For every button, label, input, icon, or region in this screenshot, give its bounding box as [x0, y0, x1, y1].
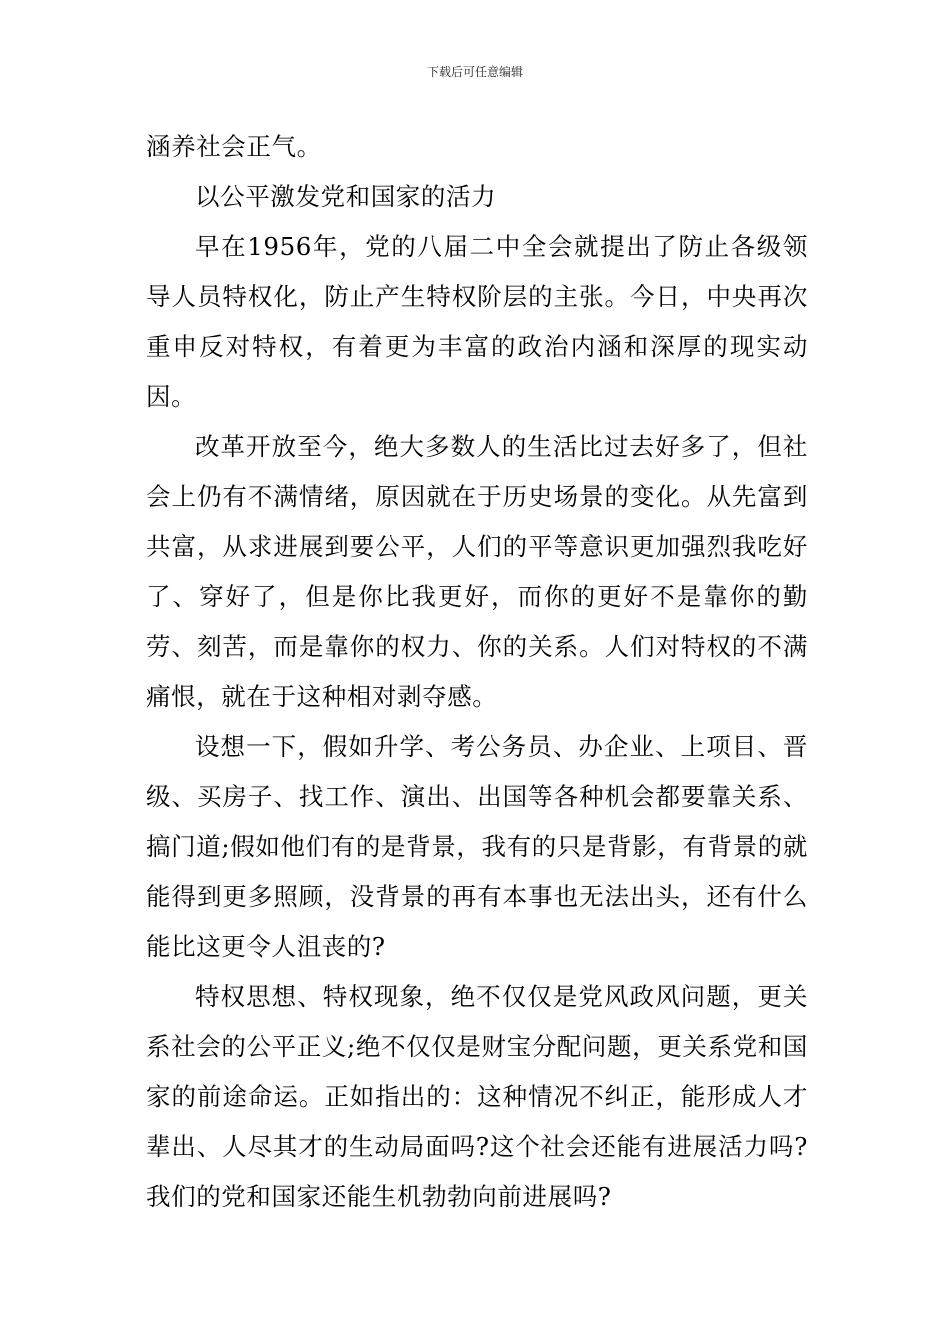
section-heading: 以公平激发党和国家的活力 [195, 182, 497, 211]
paragraph: 特权思想、特权现象，绝不仅仅是党风政风问题，更关系社会的公平正义;绝不仅仅是财宝分配问题，更关系党和国家的前途命运。正如指出的：这种情况不纠正，能形成人才辈出、人尽其才的生动局面吗?这个社会还能有进展活力吗?我们的党和国家还能生机勃勃向前进展吗? [146, 982, 808, 1211]
paragraph: 早在1956年，党的八届二中全会就提出了防止各级领导人员特权化，防止产生特权阶层的主张。今日，中央再次重申反对特权，有着更为丰富的政治内涵和深厚的现实动因。 [146, 232, 808, 411]
paragraph: 改革开放至今，绝大多数人的生活比过去好多了，但社会上仍有不满情绪，原因就在于历史场景的变化。从先富到共富，从求进展到要公平，人们的平等意识更加强烈我吃好了、穿好了，但是你比我更好，而你的更好不是靠你的勤劳、刻苦，而是靠你的权力、你的关系。人们对特权的不满痛恨，就在于这种相对剥夺感。 [146, 432, 808, 711]
paragraph-continuation: 涵养社会正气。 [146, 132, 322, 161]
paragraph: 设想一下，假如升学、考公务员、办企业、上项目、晋级、买房子、找工作、演出、出国等各种机会都要靠关系、搞门道;假如他们有的是背景，我有的只是背影，有背景的就能得到更多照顾，没背景的再有本事也无法出头，还有什么能比这更令人沮丧的? [146, 732, 808, 961]
page-header: 下载后可任意编辑 [426, 65, 523, 79]
document-body [146, 122, 808, 1222]
